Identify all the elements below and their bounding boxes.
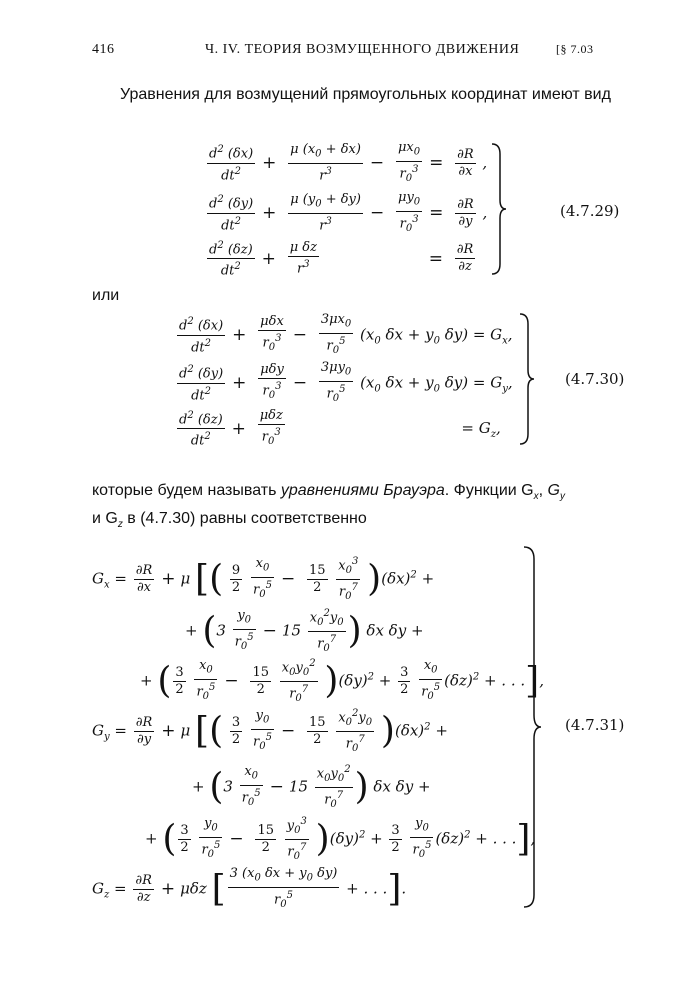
section-ref: [§ 7.03 [556, 42, 594, 56]
equation-label-4-7-31: (4.7.31) [565, 716, 625, 734]
paragraph-intro: Уравнения для возмущений прямоугольных координат имеют вид [120, 86, 611, 103]
brace-right [518, 312, 538, 447]
page-number: 416 [92, 42, 115, 57]
brace-right [490, 142, 510, 277]
paragraph-brouwer: которые будем называть уравнениями Брауэра. Функции $G_x$, $G_y$ и $G_z$ в (4.7.30) равны соответственно [92, 482, 565, 531]
running-title: Ч. IV. ТЕОРИЯ ВОЗМУЩЕННОГО ДВИЖЕНИЯ [205, 42, 520, 57]
term-brouwer-equations: уравнениями Брауэра [280, 482, 445, 499]
equation-label-4-7-29: (4.7.29) [560, 202, 620, 220]
brace-right [522, 545, 544, 910]
word-ili: или [92, 287, 120, 304]
equation-label-4-7-30: (4.7.30) [565, 370, 625, 388]
